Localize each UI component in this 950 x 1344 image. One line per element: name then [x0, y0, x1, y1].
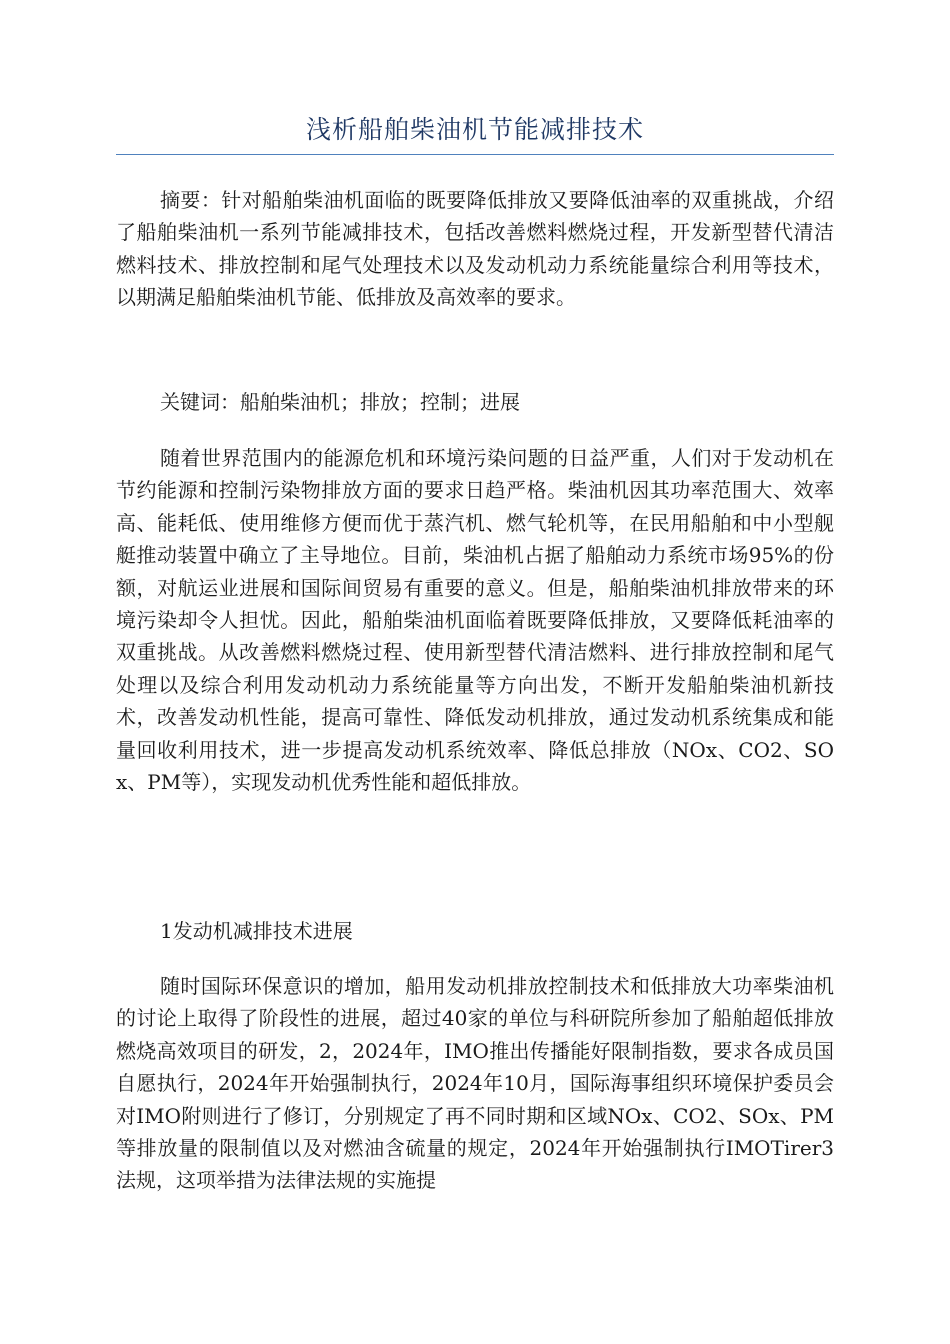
document-title: 浅析船舶柴油机节能减排技术 — [305, 115, 644, 144]
title-underline — [116, 154, 834, 155]
section-heading: 1发动机减排技术进展 — [160, 919, 353, 943]
intro-paragraph: 随着世界范围内的能源危机和环境污染问题的日益严重，人们对于发动机在节约能源和控制污染物排放方面的要求日趋严格。柴油机因其功率范围大、效率高、能耗低、使用维修方便而优于蒸汽机、燃气轮机等，在民用船舶和中小型舰艇推动装置中确立了主导地位。目前，柴油机占据了船舶动力系统市场95%的份额，对航运业进展和国际间贸易有重要的意义。但是，船舶柴油机排放带来的环境污染却令人担忧。因此，船舶柴油机面临着既要降低排放，又要降低耗油率的双重挑战。从改善燃料燃烧过程、使用新型替代清洁燃料、进行排放控制和尾气处理以及综合利用发动机动力系统能量等方向出发，不断开发船舶柴油机新技术，改善发动机性能，提高可靠性、降低发动机排放，通过发动机系统集成和能量回收利用技术，进一步提高发动机系统效率、降低总排放（NOx、CO2、SOx、PM等），实现发动机优秀性能和超低排放。 — [116, 446, 834, 795]
section-paragraph: 随时国际环保意识的增加，船用发动机排放控制技术和低排放大功率柴油机的讨论上取得了阶段性的进展，超过40家的单位与科研院所参加了船舶超低排放燃烧高效项目的研发，2，2024年，IMO推出传播能好限制指数，要求各成员国自愿执行，2024年开始强制执行，2024年10月，国际海事组织环境保护委员会对IMO附则进行了修订，分别规定了再不同时期和区域NOx、CO2、SOx、PM等排放量的限制值以及对燃油含硫量的规定，2024年开始强制执行IMOTirer3法规，这项举措为法律法规的实施提 — [116, 974, 834, 1193]
keywords-line: 关键词：船舶柴油机；排放；控制；进展 — [160, 390, 520, 414]
abstract-paragraph: 摘要：针对船舶柴油机面临的既要降低排放又要降低油率的双重挑战，介绍了船舶柴油机一系列节能减排技术，包括改善燃料燃烧过程，开发新型替代清洁燃料技术、排放控制和尾气处理技术以及发动机动力系统能量综合利用等技术，以期满足船舶柴油机节能、低排放及高效率的要求。 — [116, 188, 834, 310]
